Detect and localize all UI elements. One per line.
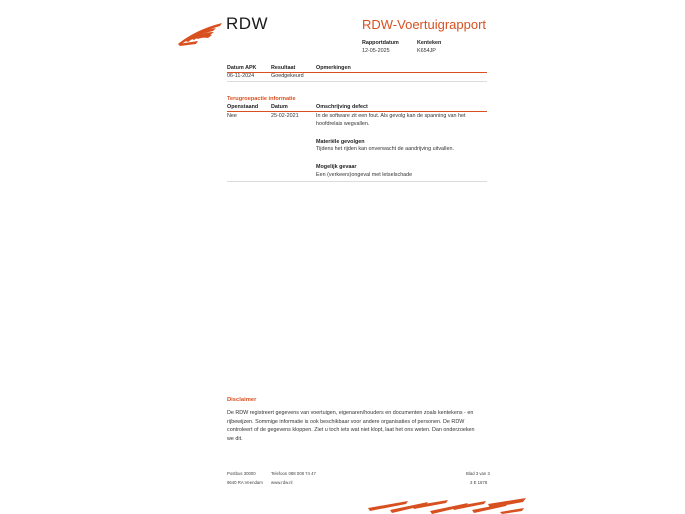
apk-header-remarks: Opmerkingen	[316, 65, 351, 71]
recall-defect-line-1: In de software zit een fout. Als gevolg kan de spanning van het	[316, 113, 466, 119]
report-date-value: 12-05-2025	[362, 48, 390, 54]
recall-header-defect: Omschrijving defect	[316, 104, 368, 110]
footer-city: 9640 RA Veendam	[227, 480, 263, 485]
apk-row-rule	[227, 81, 487, 82]
disclaimer-line-3: controleert of de gegevens kloppen. Ziet u toch iets wat niet klopt, laat het ons weten. Dan onderzoeken	[227, 427, 475, 434]
disclaimer-line-4: we dit.	[227, 435, 243, 442]
logo-text: RDW	[226, 14, 269, 33]
recall-header-date: Datum	[271, 104, 288, 110]
footer-web: www.rdw.nl	[271, 480, 293, 485]
apk-header-date: Datum APK	[227, 65, 257, 71]
license-plate-value: K654JP	[417, 48, 436, 54]
disclaimer-line-2: rijbewijzen. Sommige informatie is ook beschikbaar voor andere organisaties of personen. De RDW	[227, 418, 465, 425]
recall-defect-line-2: hoofdrelais wegvallen.	[316, 121, 370, 127]
recall-open: Nee	[227, 113, 237, 119]
apk-header-result: Resultaat	[271, 65, 296, 71]
recall-header-open: Openstaand	[227, 104, 259, 110]
danger-text: Een (verkeers)ongeval met letselschade	[316, 172, 413, 178]
recall-date: 25-02-2021	[271, 113, 299, 119]
footer-page-number: Blad 3 van 3	[466, 471, 490, 476]
rdw-logo-icon	[176, 20, 224, 48]
disclaimer-line-1: De RDW registreert gegevens van voertuigen, eigenaren/houders en documenten zoals kentekens - en	[227, 410, 474, 416]
report-date-label: Rapportdatum	[362, 40, 399, 46]
recall-section-title: Terugroepactie informatie	[227, 96, 296, 102]
footer-postbus: Postbus 30000	[227, 471, 256, 476]
apk-date: 06-11-2024	[227, 73, 255, 79]
report-title: RDW-Voertuigrapport	[362, 17, 487, 32]
apk-result: Goedgekeurd	[271, 73, 304, 79]
license-plate-label: Kenteken	[417, 40, 442, 46]
consequences-label: Materiële gevolgen	[316, 139, 365, 145]
apk-header-rule	[227, 72, 487, 73]
disclaimer-title: Disclaimer	[227, 397, 257, 403]
recall-row-rule	[227, 181, 487, 182]
footer-phone: Telefoon 088 008 74 47	[271, 471, 316, 476]
footer-doc-code: 3 E 1678	[470, 480, 488, 485]
disclaimer-text	[227, 409, 489, 443]
danger-label: Mogelijk gevaar	[316, 164, 357, 170]
consequences-text: Tijdens het rijden kan onverwacht de aandrijving uitvallen.	[316, 146, 454, 152]
decorative-stripes-icon	[368, 496, 528, 514]
